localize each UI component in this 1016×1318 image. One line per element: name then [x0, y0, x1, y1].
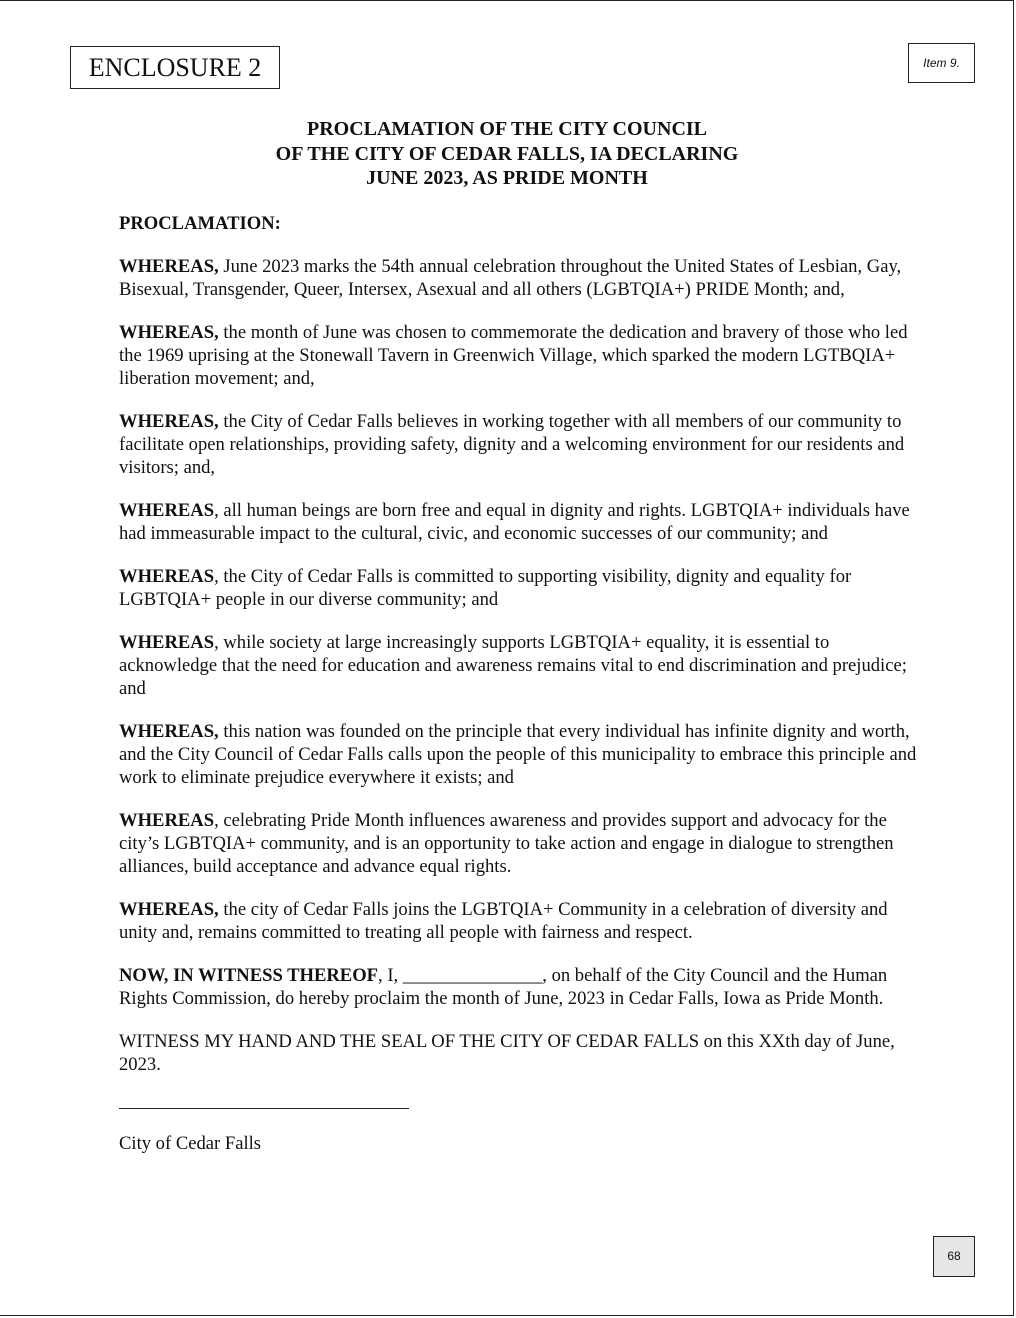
paragraph-lead: WHEREAS,: [119, 721, 219, 742]
title-line-1: PROCLAMATION OF THE CITY COUNCIL: [306, 118, 708, 140]
paragraph-text: , while society at large increasingly supports LGBTQIA+ equality, it is essential to acknowledge that the need for education and awareness remains vital to end discrimination and prejudice; and: [119, 632, 907, 699]
page-number: 68: [933, 1236, 975, 1277]
paragraph-text: , I, _______________, on behalf of the City Council and the Human Rights Commission, do hereby proclaim the month of June, 2023 in Cedar Falls, Iowa as Pride Month.: [119, 965, 888, 1009]
proclamation-title: [0, 117, 1014, 191]
paragraph-lead: WHEREAS,: [119, 899, 219, 920]
proclamation-body: [119, 212, 919, 1155]
title-line-2: OF THE CITY OF CEDAR FALLS, IA DECLARING: [275, 142, 739, 165]
signature-line: [119, 1108, 409, 1109]
title-line-3: JUNE 2023, AS PRIDE MONTH: [366, 167, 648, 189]
whereas-paragraph: [119, 321, 919, 390]
paragraph-lead: WHEREAS: [119, 566, 215, 587]
paragraph-lead: WHEREAS,: [119, 322, 219, 343]
paragraph-lead: NOW, IN WITNESS THEREOF: [119, 965, 379, 986]
paragraph-text: June 2023 marks the 54th annual celebration throughout the United States of Lesbian, Gay, Bisexual, Transgender, Queer, Intersex, Asexual and all others (LGBTQIA+) PRIDE Month; and,: [119, 256, 902, 300]
whereas-paragraph: [119, 255, 919, 301]
paragraph-text: the City of Cedar Falls believes in working together with all members of our community to facilitate open relationships, providing safety, dignity and a welcoming environment for our residents and visitors; and,: [119, 411, 905, 478]
witness-paragraph: [119, 964, 919, 1010]
paragraph-text: , the City of Cedar Falls is committed to supporting visibility, dignity and equality for LGBTQIA+ people in our diverse community; and: [119, 566, 852, 610]
paragraph-lead: WHEREAS,: [119, 256, 219, 277]
paragraph-text: the month of June was chosen to commemorate the dedication and bravery of those who led the 1969 uprising at the Stonewall Tavern in Greenwich Village, which sparked the modern LGTBQIA+ liberation movement; and,: [119, 322, 908, 389]
paragraph-lead: WHEREAS,: [119, 411, 219, 432]
paragraph-lead: WHEREAS: [119, 500, 215, 521]
seal-paragraph: [119, 1030, 919, 1076]
whereas-paragraph: [119, 631, 919, 700]
whereas-paragraph: [119, 410, 919, 479]
whereas-paragraph: [119, 720, 919, 789]
signature-label: City of Cedar Falls: [119, 1133, 262, 1154]
paragraph-text: this nation was founded on the principle that every individual has infinite dignity and worth, and the City Council of Cedar Falls calls upon the people of this municipality to embrace this principle and work to eliminate prejudice everywhere it exists; and: [119, 721, 917, 788]
proclamation-heading: PROCLAMATION:: [119, 213, 281, 234]
paragraph-text: , all human beings are born free and equal in dignity and rights. LGBTQIA+ individuals have had immeasurable impact to the cultural, civic, and economic successes of our community; and: [119, 500, 910, 544]
item-label: Item 9.: [908, 43, 975, 83]
paragraph-text: the city of Cedar Falls joins the LGBTQIA+ Community in a celebration of diversity and unity and, remains committed to treating all people with fairness and respect.: [119, 899, 888, 943]
paragraph-text: , celebrating Pride Month influences awareness and provides support and advocacy for the city’s LGBTQIA+ community, and is an opportunity to take action and engage in dialogue to strengthen alliances, build acceptance and advance equal rights.: [119, 810, 894, 877]
whereas-paragraph: [119, 809, 919, 878]
whereas-paragraph: [119, 898, 919, 944]
paragraph-lead: WHEREAS: [119, 632, 215, 653]
whereas-paragraph: [119, 565, 919, 611]
enclosure-label: ENCLOSURE 2: [70, 46, 280, 89]
whereas-paragraph: [119, 499, 919, 545]
paragraph-lead: WHEREAS: [119, 810, 215, 831]
paragraph-text: WITNESS MY HAND AND THE SEAL OF THE CITY OF CEDAR FALLS on this XXth day of June, 2023.: [119, 1031, 895, 1075]
